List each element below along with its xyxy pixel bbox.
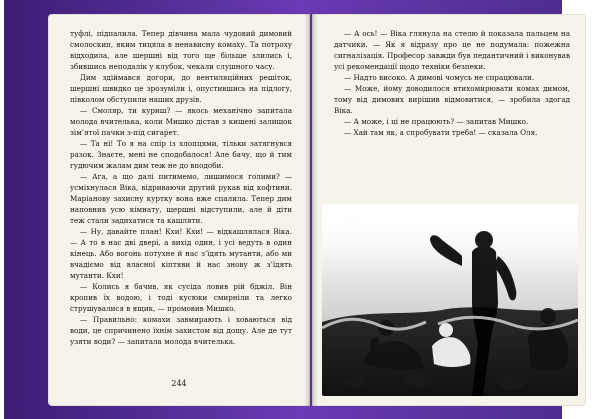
illustration [322, 204, 578, 396]
right-paragraph-2: — Надто високо. А димові чомусь не спрацювали. [344, 73, 535, 82]
left-page-text [70, 28, 292, 347]
left-paragraph-4: — Та ні! То я на спір із хлопцями, тільки затягнувся разок. Знаєте, мені не сподобалося! Але бачу, що й тим гудючим жалам дим теж не до вподоби. [70, 139, 292, 170]
left-paragraph-2: Дим здіймався догори, до вентиляційних решіток, шершні швидко це зрозуміли і, опустившись на підлогу, півколом обступили наших друзів. [70, 73, 292, 104]
left-paragraph-1: туфлі, підпалила. Тепер дівчина мала чудовий димовий смолоскип, яким тицяла в ненависну комаху. Та потроху відходила, але шершні від того ще більше злились і, збившись неподалік у клубок, чекали слушного часу. [70, 29, 292, 71]
left-page [48, 14, 310, 406]
right-page-text [334, 28, 570, 138]
right-paragraph-3: — Може, йому доводилося втихомирювати комах димом, тому від димових вирішив відмовитися, — зробила здогад Віка. [334, 84, 570, 115]
left-page-edge [30, 16, 44, 406]
left-paragraph-3: — Смоляр, ти куриш? — якось механічно запитала молода вчителька, коли Мишко дістав з кишені залишок зім’ятої пачки з-під сигарет. [70, 106, 292, 137]
right-paragraph-1: — А ось! — Віка глянула на стелю й показала пальцем на датчики. — Як я відразу про це не подумала: пожежна сигналізація. Професор завжди був педантичний і виконував усі рекомендації щодо техніки безпеки. [334, 29, 570, 71]
left-paragraph-8: — Правильно: комахи завмирають і ховаються від води, це спричинено їхнім захистом від дощу. Але де тут узяти води? — запитала молода вчителька. [70, 315, 292, 346]
left-paragraph-5: — Ага, а що далі питимемо, лишимося голими? — усміхнулася Віка, відриваючи другий рукав від кофтини. Маріанову захисну куртку вона вже спалила. Тепер дим наповнив усю кімнату, шершні відступили, але й діти теж стали задихатися та кашляти. [70, 172, 292, 225]
page-number: 244 [171, 379, 187, 388]
page-background-left-edge [0, 0, 4, 419]
right-paragraph-4: — А може, і ці не працюють? — запитав Мишко. [344, 117, 529, 126]
right-paragraph-5: — Хай там як, а спробувати треба! — сказала Оля. [344, 128, 538, 137]
left-paragraph-7: — Колись я бачив, як сусіда ловив рій бджіл. Він кропив їх водою, і тоді кусюки смирніли та легко струшувалися в ящик, — промовив Мишко. [70, 282, 292, 313]
left-paragraph-6: — Ну, давайте план! Кхи! Кхи! — відкашлялася Віка. — А то в нас дві двері, а вихід один, і усі ведуть в один кінець. Або вогонь потухне й нас з’їдять мутанти, або ми вчадіємо від власної кіптяви й нас знову ж з’їдять мутанти. Кхи! [70, 227, 292, 280]
right-page [312, 14, 586, 406]
open-book [12, 6, 590, 411]
